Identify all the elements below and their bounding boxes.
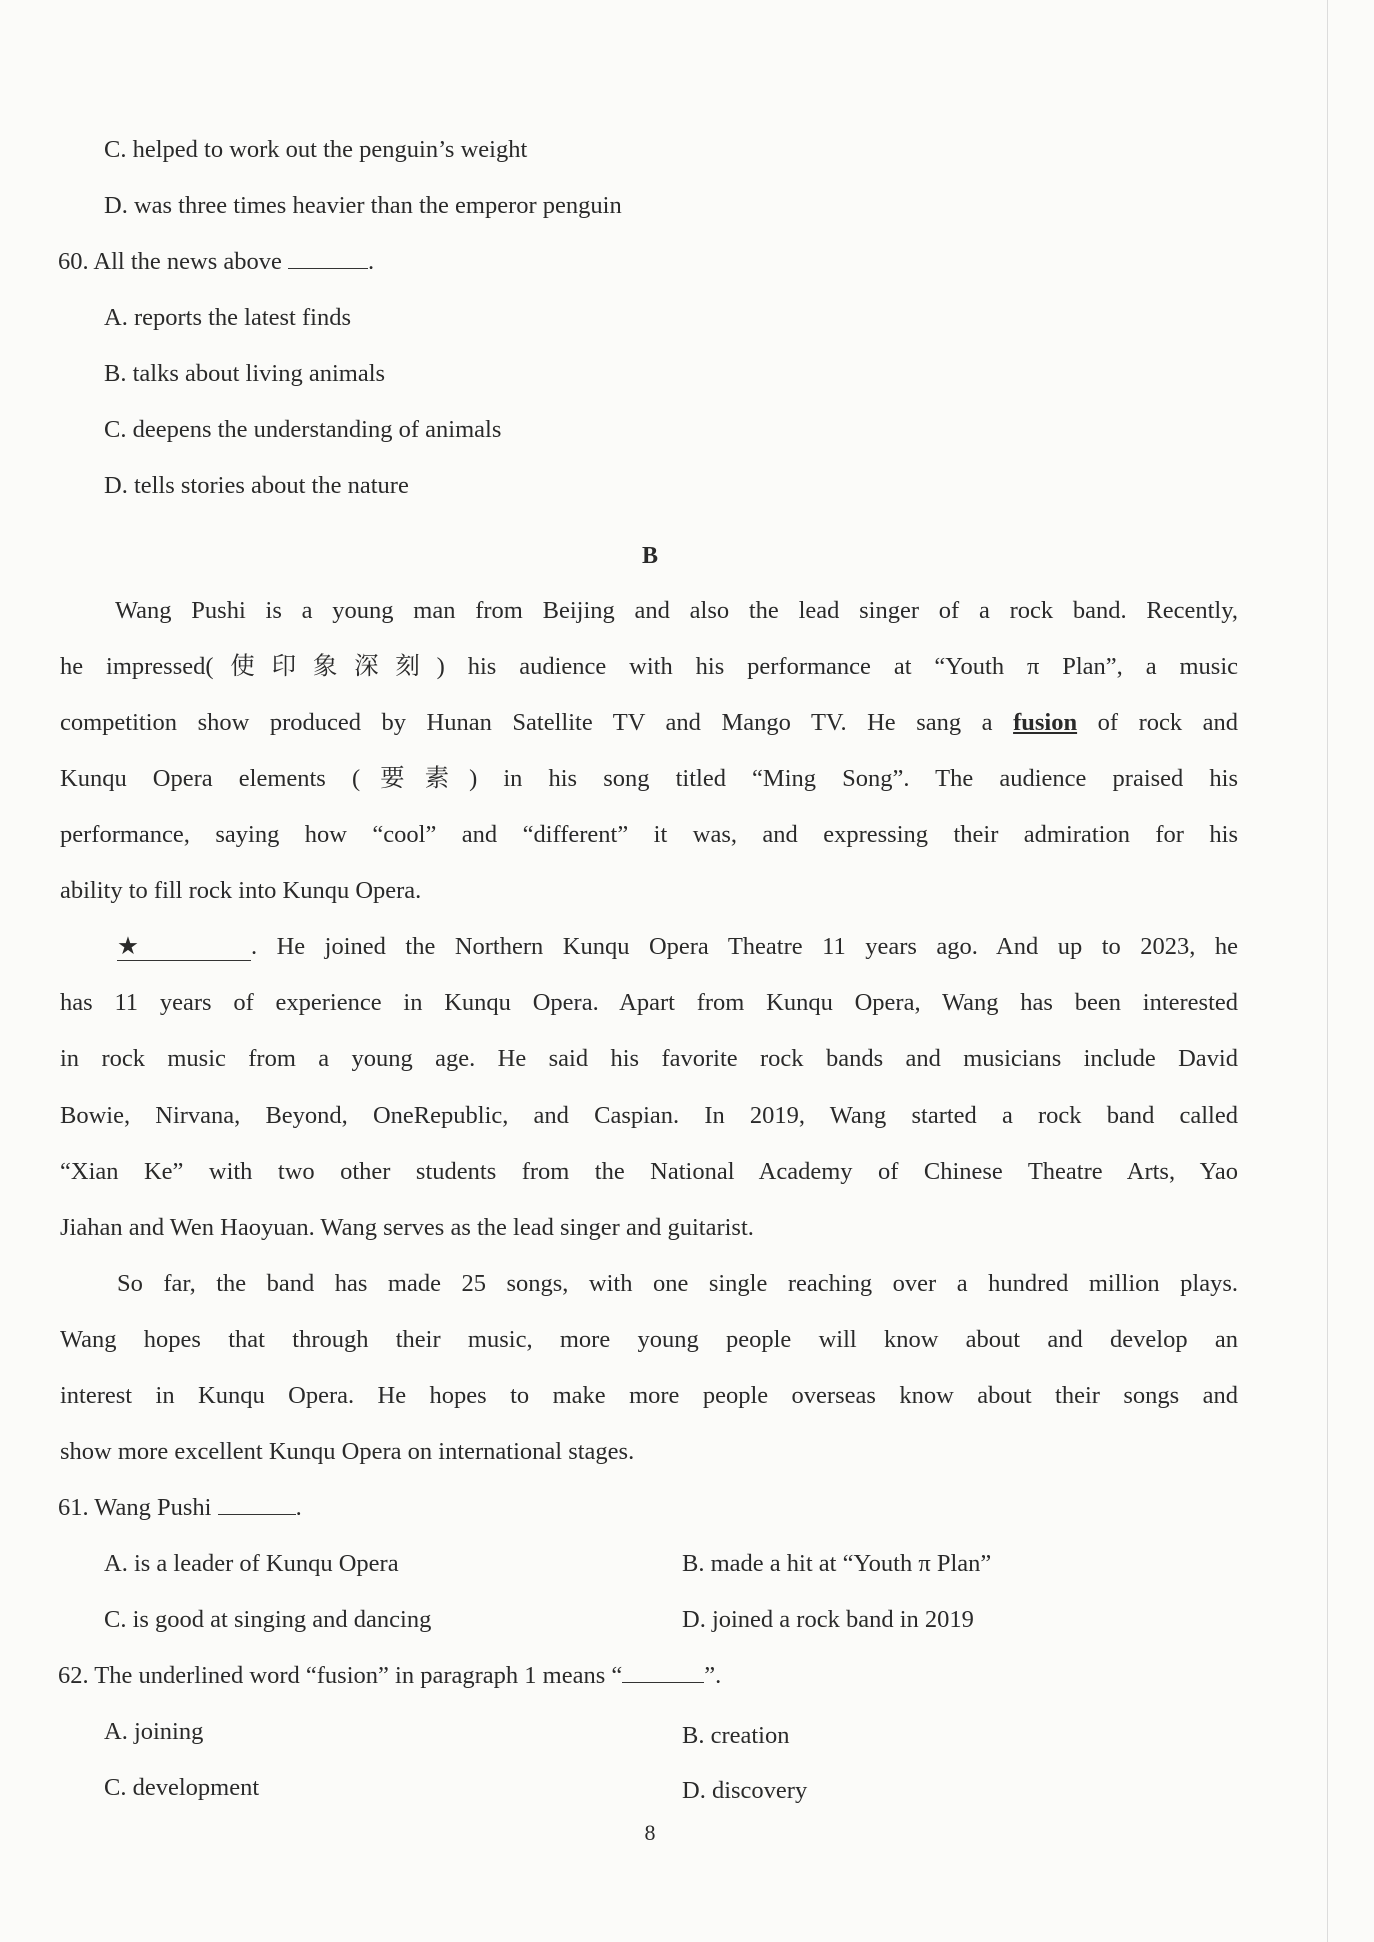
- star-blank: [117, 935, 251, 961]
- passage-p3-line4: show more excellent Kunqu Opera on international stages.: [60, 1438, 635, 1465]
- passage-p3-line1: So far, the band has made 25 songs, with one single reaching over a hundred million plays.: [117, 1270, 1238, 1297]
- q62-option-c: C. development: [104, 1774, 260, 1801]
- star-icon: ★: [117, 933, 139, 960]
- q62-stem-text: 62. The underlined word “fusion” in paragraph 1 means “: [58, 1662, 623, 1689]
- q61-option-c: C. is good at singing and dancing: [104, 1606, 432, 1633]
- passage-p1-line6: ability to fill rock into Kunqu Opera.: [60, 877, 422, 904]
- q62-option-d: D. discovery: [682, 1777, 808, 1804]
- passage-p3-line2: Wang hopes that through their music, more young people will know about and develop an: [60, 1326, 1238, 1353]
- q61-stem: [58, 1496, 302, 1521]
- passage-p2-line2: has 11 years of experience in Kunqu Opera. Apart from Kunqu Opera, Wang has been interested: [60, 989, 1238, 1016]
- q60-option-a: A. reports the latest finds: [104, 304, 351, 331]
- passage-p3-line3: interest in Kunqu Opera. He hopes to make more people overseas know about their songs and: [60, 1382, 1238, 1409]
- passage-p1-line3-end: of rock and: [1097, 709, 1239, 736]
- q62-option-a: A. joining: [104, 1718, 204, 1745]
- q61-option-b: B. made a hit at “Youth π Plan”: [682, 1550, 992, 1577]
- q60-stem-text: 60. All the news above: [58, 248, 282, 275]
- q60-option-b: B. talks about living animals: [104, 360, 386, 387]
- passage-p1-line1: Wang Pushi is a young man from Beijing and also the lead singer of a rock band. Recently,: [115, 597, 1238, 624]
- passage-p1-line4: Kunqu Opera elements (要素) in his song titled “Ming Song”. The audience praised his: [60, 765, 1238, 792]
- q60-option-c: C. deepens the understanding of animals: [104, 416, 502, 443]
- q61-stem-end: .: [295, 1494, 302, 1521]
- scan-edge-line: [1327, 0, 1328, 1942]
- q59-option-d: D. was three times heavier than the emperor penguin: [104, 192, 622, 219]
- q60-stem: [58, 250, 374, 275]
- q62-stem-end: ”.: [704, 1662, 722, 1689]
- q61-answer-blank: [218, 1496, 296, 1515]
- passage-p1-line3: [60, 711, 1238, 736]
- q62-stem: [58, 1664, 721, 1689]
- q62-option-b: B. creation: [682, 1722, 790, 1749]
- passage-p2-line3: in rock music from a young age. He said his favorite rock bands and musicians include David: [60, 1045, 1238, 1072]
- q60-option-d: D. tells stories about the nature: [104, 472, 409, 499]
- section-heading-b: B: [641, 543, 658, 569]
- passage-p2-line1-text: . He joined the Northern Kunqu Opera Theatre 11 years ago. And up to 2023, he: [251, 933, 1238, 960]
- q61-stem-text: 61. Wang Pushi: [58, 1494, 212, 1521]
- passage-p1-line3-start: competition show produced by Hunan Satellite TV and Mango TV. He sang a: [60, 709, 993, 736]
- passage-p2-line5: “Xian Ke” with two other students from the National Academy of Chinese Theatre Arts, Yao: [60, 1158, 1238, 1185]
- page-number: 8: [644, 1820, 656, 1845]
- passage-p1-line5: performance, saying how “cool” and “different” it was, and expressing their admiration for his: [60, 821, 1238, 848]
- underlined-word-fusion: fusion: [1013, 709, 1078, 736]
- q60-answer-blank: [288, 250, 368, 269]
- passage-p2-line6: Jiahan and Wen Haoyuan. Wang serves as the lead singer and guitarist.: [60, 1214, 754, 1241]
- q61-option-a: A. is a leader of Kunqu Opera: [104, 1550, 399, 1577]
- passage-p2-line1: [117, 935, 1238, 961]
- q59-option-c: C. helped to work out the penguin’s weight: [104, 136, 528, 163]
- passage-p1-line2: he impressed(使印象深刻) his audience with his performance at “Youth π Plan”, a music: [60, 653, 1238, 680]
- passage-p2-line4: Bowie, Nirvana, Beyond, OneRepublic, and Caspian. In 2019, Wang started a rock band called: [60, 1102, 1238, 1129]
- q61-option-d: D. joined a rock band in 2019: [682, 1606, 974, 1633]
- q62-answer-blank: [622, 1664, 704, 1683]
- q60-stem-end: .: [368, 248, 375, 275]
